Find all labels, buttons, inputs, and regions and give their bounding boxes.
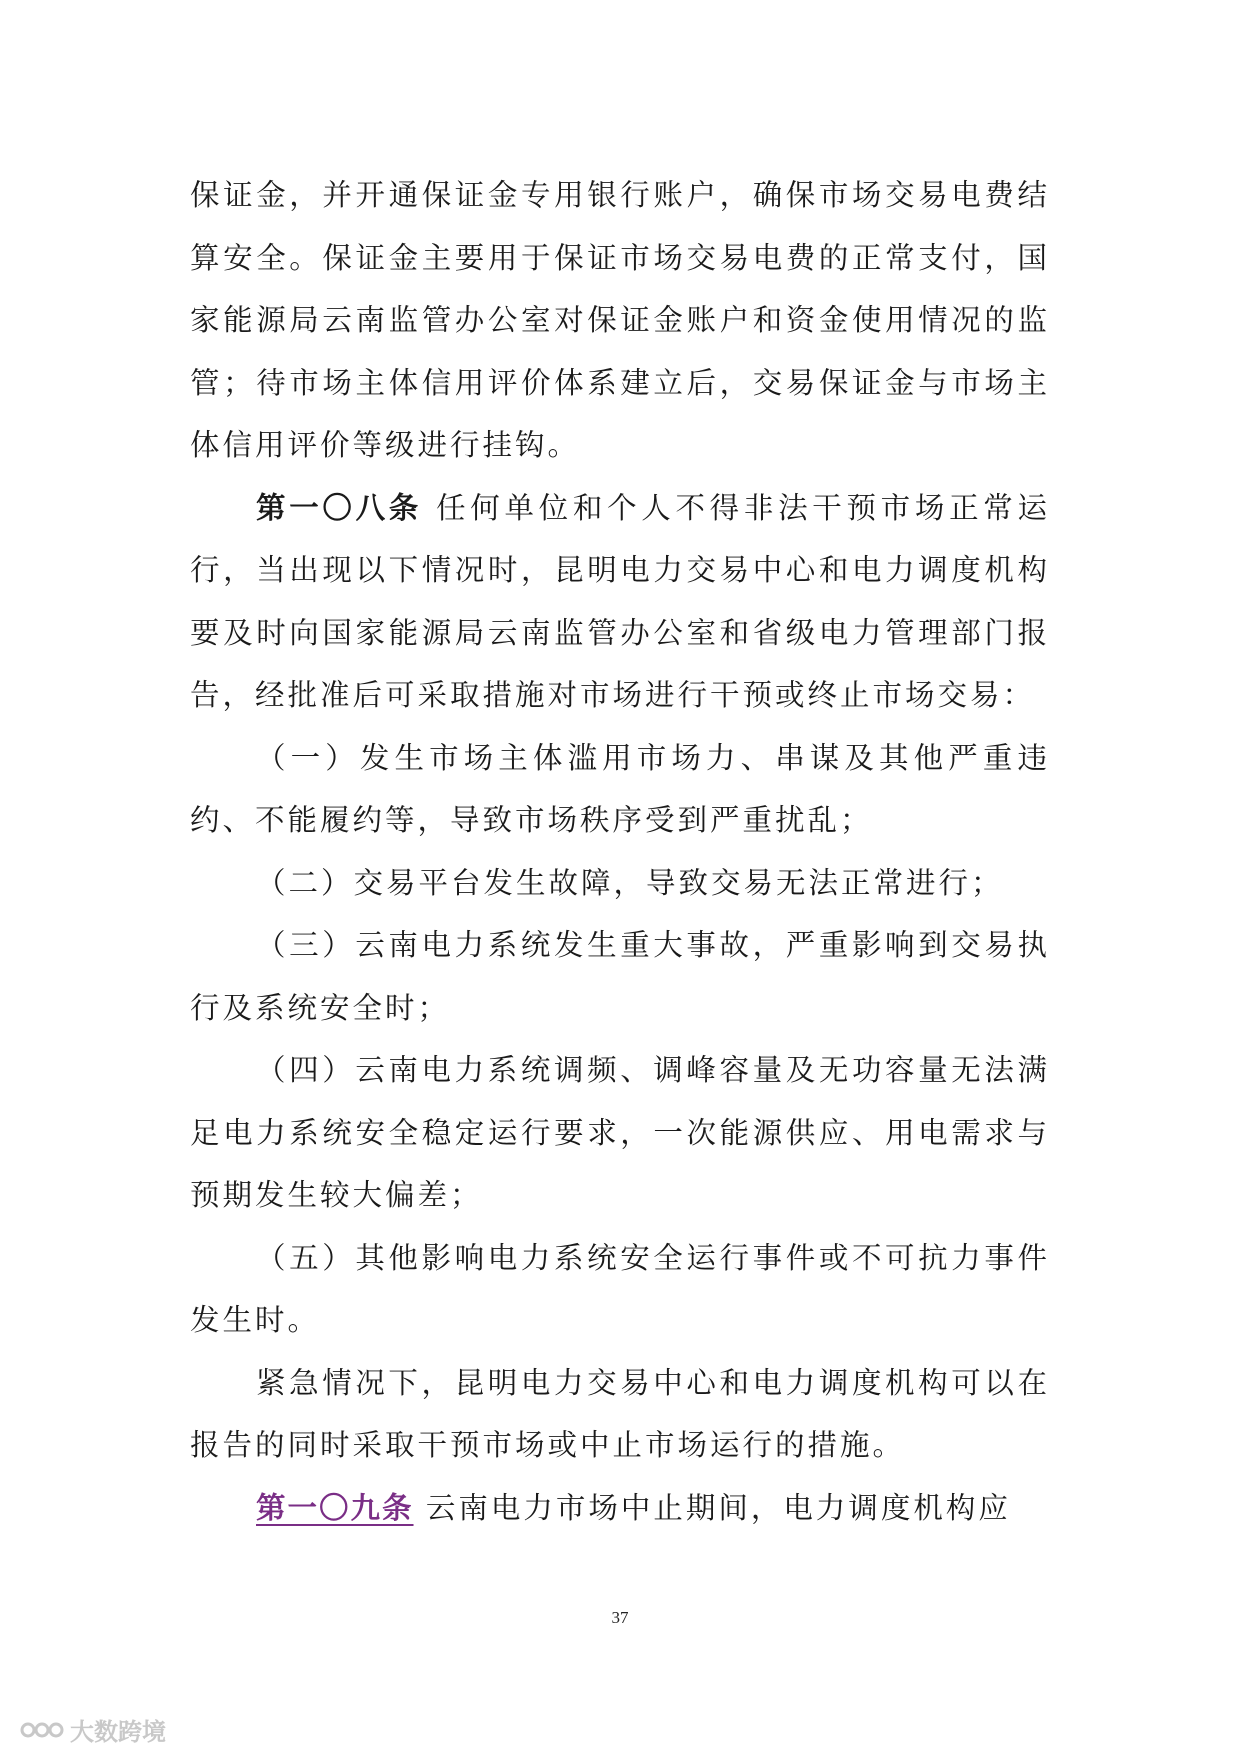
list-item-5: （五）其他影响电力系统安全运行事件或不可抗力事件发生时。 xyxy=(190,1240,1050,1337)
list-item-2: （二）交易平台发生故障，导致交易无法正常进行； xyxy=(256,865,1004,900)
emergency-paragraph: 紧急情况下，昆明电力交易中心和电力调度机构可以在报告的同时采取干预市场或中止市场运行的措施。 xyxy=(190,1365,1050,1462)
article-text: 云南电力市场中止期间，电力调度机构应 xyxy=(425,1490,1011,1525)
article-text: 任何单位和个人不得非法干预市场正常运行，当出现以下情况时，昆明电力交易中心和电力调度机构要及时向国家能源局云南监管办公室和省级电力管理部门报告，经批准后可采取措施对市场进行干预或终止市场交易： xyxy=(190,490,1050,712)
document-body xyxy=(190,164,1050,1539)
watermark-text: 大数跨境 xyxy=(70,1718,166,1746)
paragraph-continuation: 保证金，并开通保证金专用银行账户，确保市场交易电费结算安全。保证金主要用于保证市场交易电费的正常支付，国家能源局云南监管办公室对保证金账户和资金使用情况的监管；待市场主体信用评价体系建立后，交易保证金与市场主体信用评价等级进行挂钩。 xyxy=(190,178,1050,462)
list-item-4: （四）云南电力系统调频、调峰容量及无功容量无法满足电力系统安全稳定运行要求，一次能源供应、用电需求与预期发生较大偏差； xyxy=(190,1053,1050,1212)
page-number: 37 xyxy=(611,1608,629,1627)
list-item-3: （三）云南电力系统发生重大事故，严重影响到交易执行及系统安全时； xyxy=(190,928,1050,1025)
article-number: 第一〇八条 xyxy=(256,489,422,525)
article-109 xyxy=(190,1477,1050,1540)
article-108 xyxy=(190,477,1050,727)
watermark xyxy=(20,1712,166,1747)
list-item-1: （一）发生市场主体滥用市场力、串谋及其他严重违约、不能履约等，导致市场秩序受到严重扰乱； xyxy=(190,740,1050,837)
watermark-logo-icon xyxy=(20,1718,64,1742)
article-number-link[interactable]: 第一〇九条 xyxy=(256,1489,414,1525)
